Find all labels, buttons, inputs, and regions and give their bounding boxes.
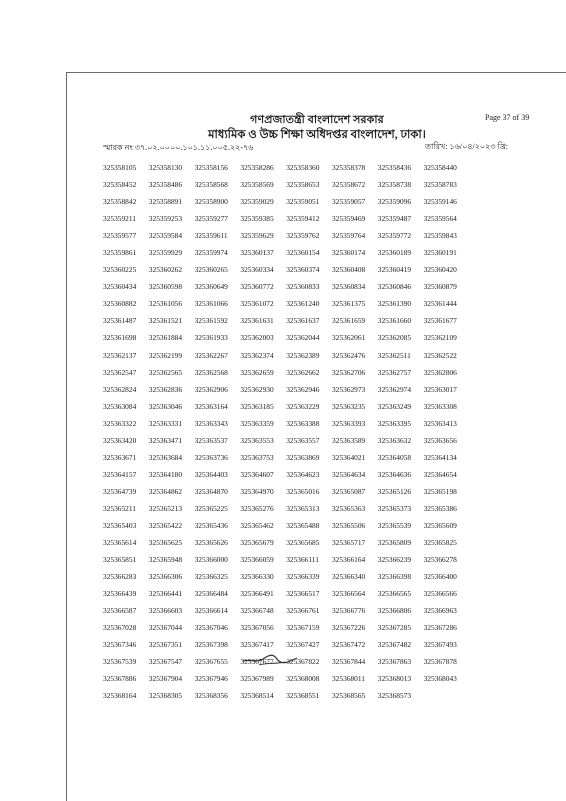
roll-number-cell: 325359412	[286, 214, 320, 224]
roll-number-cell: 325367056	[240, 623, 274, 633]
roll-number-cell: 325360834	[331, 282, 366, 292]
roll-number-cell: 325361521	[148, 316, 183, 326]
roll-number-cell: 325363684	[148, 452, 183, 462]
roll-number-cell: 325358891	[148, 197, 183, 207]
roll-number-cell: 325364134	[423, 452, 457, 462]
roll-number-cell: 325363331	[148, 418, 183, 428]
roll-number-cell: 325364870	[194, 486, 228, 496]
roll-number-cell: 325367351	[148, 640, 183, 650]
roll-number-cell: 325365403	[103, 520, 137, 530]
roll-number-cell: 325362044	[286, 333, 320, 343]
roll-number-cell: 325367677	[240, 657, 274, 667]
roll-number-cell: 325360882	[103, 299, 137, 309]
roll-number-cell: 325358653	[286, 180, 320, 190]
roll-number-cell: 325358105	[103, 163, 137, 172]
roll-number-cell: 325358672	[331, 180, 366, 190]
roll-number-cell: 325366566	[423, 589, 457, 599]
roll-number-cell: 325367226	[331, 623, 366, 633]
document-page	[66, 72, 566, 801]
roll-number-cell: 325366340	[331, 572, 366, 582]
roll-number-cell: 325365488	[286, 520, 320, 530]
roll-number-cell: 325366491	[240, 589, 274, 599]
roll-number-cell: 325364623	[286, 469, 320, 479]
roll-number-cell: 325359051	[286, 197, 320, 207]
roll-number-cell: 325360191	[423, 248, 457, 258]
roll-number-cell: 325364970	[240, 486, 274, 496]
roll-number-cell: 325360434	[103, 282, 137, 292]
roll-number-cell: 325363736	[194, 452, 228, 462]
roll-number-cell: 325367159	[286, 623, 320, 633]
roll-number-cell: 325359929	[148, 248, 183, 258]
roll-number-cell: 325363753	[240, 452, 274, 462]
roll-number-cell: 325365614	[103, 538, 137, 548]
roll-number-cell: 325364607	[240, 469, 274, 479]
roll-number-cell: 325361072	[240, 299, 274, 309]
roll-number-cell: 325363017	[423, 384, 457, 394]
roll-number-cell: 325359253	[148, 214, 183, 224]
roll-number-cell: 325359564	[423, 214, 457, 224]
roll-number-cell: 325366806	[377, 606, 412, 616]
roll-number-cell: 325366239	[377, 555, 412, 565]
roll-number-cell: 325363471	[148, 435, 183, 445]
roll-number-cell: 325362930	[240, 384, 274, 394]
roll-number-cell: 325368565	[331, 691, 366, 701]
roll-number-cell: 325365948	[148, 555, 183, 565]
roll-number-cell: 325367417	[240, 640, 274, 650]
roll-number-cell: 325360419	[377, 265, 412, 275]
roll-number-cell: 325366283	[103, 572, 137, 582]
roll-number-cell: 325367886	[103, 674, 137, 684]
roll-number-cell: 325366398	[377, 572, 412, 582]
roll-number-cell: 325363084	[103, 401, 137, 411]
roll-number-cell: 325361066	[194, 299, 228, 309]
roll-number-cell: 325359057	[331, 197, 366, 207]
roll-number-cell: 325366400	[423, 572, 457, 582]
roll-number-cell: 325366614	[194, 606, 228, 616]
roll-number-cell: 325367346	[103, 640, 137, 650]
roll-number-cell: 325366517	[286, 589, 320, 599]
roll-number-cell: 325360154	[286, 248, 320, 258]
roll-number-cell: 325364403	[194, 469, 228, 479]
roll-number-cell: 325365422	[148, 520, 183, 530]
roll-number-cell: 325358452	[103, 180, 137, 190]
roll-number-cell: 325360225	[103, 265, 137, 275]
roll-number-cell: 325359764	[331, 231, 366, 241]
roll-number-cell: 325360846	[377, 282, 412, 292]
roll-number-cell: 325360265	[194, 265, 228, 275]
roll-number-cell: 325365016	[286, 486, 320, 496]
roll-number-cell: 325363388	[286, 418, 320, 428]
roll-number-cell: 325366441	[148, 589, 183, 599]
roll-number-cell: 325367046	[194, 623, 228, 633]
roll-number-cell: 325366603	[148, 606, 183, 616]
roll-number-cell: 325366564	[331, 589, 366, 599]
roll-number-cell: 325359146	[423, 197, 457, 207]
roll-number-cell: 325362267	[194, 350, 228, 360]
roll-number-cell: 325358378	[331, 163, 366, 172]
roll-number-cell: 325359762	[286, 231, 320, 241]
roll-number-cell: 325365539	[377, 520, 412, 530]
roll-number-cell: 325368551	[286, 691, 320, 701]
roll-number-cell: 325361375	[331, 299, 366, 309]
roll-number-cell: 325361637	[286, 316, 320, 326]
roll-number-cell: 325365213	[148, 503, 183, 513]
date-label: তারিখ:	[425, 142, 448, 151]
roll-number-cell: 325360137	[240, 248, 274, 258]
roll-number-cell: 325362946	[286, 384, 320, 394]
roll-number-cell: 325361677	[423, 316, 457, 326]
roll-number-cell: 325367285	[377, 623, 412, 633]
roll-number-cell: 325362061	[331, 333, 366, 343]
roll-number-cell: 325360879	[423, 282, 457, 292]
roll-number-cell: 325359861	[103, 248, 137, 258]
roll-number-cell: 325358569	[240, 180, 274, 190]
roll-number-cell: 325365276	[240, 503, 274, 513]
roll-number-cell: 325366565	[377, 589, 412, 599]
roll-number-cell: 325367844	[331, 657, 366, 667]
date-value: ১৬/০৪/২০২৩ খ্রি:	[449, 142, 508, 151]
roll-number-cell: 325359584	[148, 231, 183, 241]
roll-number-cell: 325362476	[331, 350, 366, 360]
roll-number-cell: 325364634	[331, 469, 366, 479]
roll-number-cell: 325366748	[240, 606, 274, 616]
roll-number-cell: 325358156	[194, 163, 228, 172]
roll-number-cell: 325361660	[377, 316, 412, 326]
directorate-heading: মাধ্যমিক ও উচ্চ শিক্ষা অধিদপ্তর বাংলাদেশ, ঢাকা।	[208, 129, 426, 141]
roll-number-cell: 325363413	[423, 418, 457, 428]
roll-number-cell: 325365087	[331, 486, 366, 496]
roll-number-cell: 325360334	[240, 265, 274, 275]
roll-number-cell: 325361631	[240, 316, 274, 326]
roll-number-cell: 325367028	[103, 623, 137, 633]
roll-number-cell: 325367863	[377, 657, 412, 667]
roll-number-cell: 325365679	[240, 538, 274, 548]
roll-number-cell: 325362706	[331, 367, 366, 377]
roll-number-cell: 325367547	[148, 657, 183, 667]
roll-number-cell: 325358783	[423, 180, 457, 190]
roll-number-cell: 325363656	[423, 435, 457, 445]
roll-number-cell: 325359487	[377, 214, 412, 224]
roll-number-cell: 325367044	[148, 623, 183, 633]
roll-number-cell: 325362109	[423, 333, 457, 343]
roll-number-cell: 325365717	[331, 538, 366, 548]
roll-number-cell: 325362906	[194, 384, 228, 394]
roll-number-cell: 325364862	[148, 486, 183, 496]
roll-number-cell: 325365313	[286, 503, 320, 513]
roll-number-cell: 325366111	[286, 555, 319, 565]
roll-number-cell: 325360772	[240, 282, 274, 292]
roll-number-cell: 325365685	[286, 538, 320, 548]
roll-number-cell: 325359469	[331, 214, 366, 224]
roll-number-cell: 325363869	[286, 452, 320, 462]
roll-number-cell: 325359577	[103, 231, 137, 241]
roll-number-cell: 325362757	[377, 367, 412, 377]
roll-number-cell: 325367655	[194, 657, 228, 667]
roll-number-cell: 325365626	[194, 538, 228, 548]
roll-number-cell: 325363393	[331, 418, 366, 428]
roll-number-cell: 325363229	[286, 401, 320, 411]
roll-number-cell: 325363164	[194, 401, 228, 411]
roll-number-cell: 325365126	[377, 486, 412, 496]
roll-number-cell: 325364157	[103, 469, 137, 479]
roll-number-cell: 325359629	[240, 231, 274, 241]
govt-heading: গণপ্রজাতন্ত্রী বাংলাদেশ সরকার	[250, 114, 384, 126]
roll-number-cell: 325363589	[331, 435, 366, 445]
roll-number-cell: 325362973	[331, 384, 366, 394]
roll-number-cell: 325358360	[286, 163, 320, 172]
roll-number-cell: 325366761	[286, 606, 320, 616]
roll-number-cell: 325361933	[194, 333, 228, 343]
roll-number-cell: 325366325	[194, 572, 228, 582]
roll-number-cell: 325365851	[103, 555, 137, 565]
roll-number-cell: 325368011	[331, 674, 365, 684]
roll-number-cell: 325358900	[194, 197, 228, 207]
roll-number-cell: 325361240	[286, 299, 320, 309]
roll-number-cell: 325366439	[103, 589, 137, 599]
roll-number-cell: 325365825	[423, 538, 457, 548]
roll-number-cell: 325365609	[423, 520, 457, 530]
signature	[241, 649, 301, 669]
roll-number-cell: 325366278	[423, 555, 457, 565]
roll-number-cell: 325367472	[331, 640, 366, 650]
roll-number-cell: 325363671	[103, 452, 137, 462]
roll-number-cell: 325366330	[240, 572, 274, 582]
date-line	[425, 141, 508, 154]
roll-number-cell: 325358486	[148, 180, 183, 190]
roll-number-cell: 325367493	[423, 640, 457, 650]
roll-number-cell: 325362003	[240, 333, 274, 343]
roll-number-cell: 325362389	[286, 350, 320, 360]
roll-number-cell: 325360374	[286, 265, 320, 275]
roll-number-cell: 325360649	[194, 282, 228, 292]
roll-number-cell: 325363046	[148, 401, 183, 411]
roll-number-cell: 325359611	[194, 231, 228, 241]
roll-number-cell: 325360262	[148, 265, 183, 275]
roll-number-cell: 325359277	[194, 214, 228, 224]
roll-number-cell: 325367989	[240, 674, 274, 684]
roll-number-cell: 325367539	[103, 657, 137, 667]
roll-number-cell: 325367878	[423, 657, 457, 667]
roll-number-cell: 325362547	[103, 367, 137, 377]
roll-number-cell: 325363343	[194, 418, 228, 428]
roll-number-cell: 325363420	[103, 435, 137, 445]
roll-number-cell: 325366306	[148, 572, 183, 582]
roll-number-cell: 325365211	[103, 503, 136, 513]
roll-number-cell: 325366059	[240, 555, 274, 565]
roll-number-cell: 325360598	[148, 282, 183, 292]
roll-number-cell: 325367946	[194, 674, 228, 684]
roll-number-cell: 325363557	[286, 435, 320, 445]
roll-number-cell: 325362199	[148, 350, 183, 360]
roll-number-cell: 325363632	[377, 435, 412, 445]
roll-number-cell: 325359843	[423, 231, 457, 241]
roll-number-cell: 325362085	[377, 333, 412, 343]
roll-number-cell: 325366339	[286, 572, 320, 582]
roll-number-cell: 325365198	[423, 486, 457, 496]
roll-number-cell: 325361659	[331, 316, 366, 326]
roll-number-cell: 325358568	[194, 180, 228, 190]
roll-number-cell: 325358436	[377, 163, 412, 172]
roll-number-cell: 325359096	[377, 197, 412, 207]
roll-number-cell: 325364021	[331, 452, 366, 462]
roll-number-cell: 325358440	[423, 163, 457, 172]
roll-number-cell: 325364636	[377, 469, 412, 479]
roll-number-cell: 325362662	[286, 367, 320, 377]
roll-number-cell: 325363553	[240, 435, 274, 445]
roll-number-cell: 325368008	[286, 674, 320, 684]
roll-number-cell: 325368013	[377, 674, 412, 684]
roll-number-cell: 325367482	[377, 640, 412, 650]
roll-number-cell: 325358738	[377, 180, 412, 190]
roll-number-cell: 325359385	[240, 214, 274, 224]
roll-number-cell: 325367286	[423, 623, 457, 633]
roll-number-cell: 325367904	[148, 674, 183, 684]
roll-number-cell: 325365625	[148, 538, 183, 548]
memo-number: স্মারক নং ৩৭.০২.০০০০.১০১.১১.০০৫.২২-৭৬	[103, 143, 254, 152]
roll-number-cell: 325361592	[194, 316, 228, 326]
roll-number-cell: 325359029	[240, 197, 274, 207]
roll-number-cell: 325362974	[377, 384, 412, 394]
roll-number-cell: 325360408	[331, 265, 366, 275]
roll-number-cell: 325366484	[194, 589, 228, 599]
roll-number-cell: 325362522	[423, 350, 457, 360]
roll-number-cell: 325365363	[331, 503, 366, 513]
roll-number-cell: 325363322	[103, 418, 137, 428]
roll-number-cell: 325366587	[103, 606, 137, 616]
roll-number-cell: 325360833	[286, 282, 320, 292]
roll-number-cell: 325362836	[148, 384, 183, 394]
roll-number-cell: 325365386	[423, 503, 457, 513]
roll-number-cell: 325365373	[377, 503, 412, 513]
roll-number-cell: 325362568	[194, 367, 228, 377]
roll-number-cell: 325365462	[240, 520, 274, 530]
roll-number-cell: 325358286	[240, 163, 274, 172]
roll-number-cell: 325359772	[377, 231, 412, 241]
roll-number-cell: 325360420	[423, 265, 457, 275]
roll-number-cell: 325358842	[103, 197, 137, 207]
roll-number-cell: 325368573	[377, 691, 412, 701]
roll-number-cell: 325360189	[377, 248, 412, 258]
roll-number-cell: 325368043	[423, 674, 457, 684]
roll-number-cell: 325365225	[194, 503, 228, 513]
roll-number-cell: 325368514	[240, 691, 274, 701]
roll-numbers-table	[103, 163, 469, 709]
roll-number-cell: 325364180	[148, 469, 183, 479]
roll-number-cell: 325362659	[240, 367, 274, 377]
roll-number-cell: 325362511	[377, 350, 411, 360]
roll-number-cell: 325364058	[377, 452, 412, 462]
page-number: Page 37 of 39	[485, 113, 530, 122]
roll-number-cell: 325364739	[103, 486, 137, 496]
roll-number-cell: 325367822	[286, 657, 320, 667]
roll-number-cell: 325367427	[286, 640, 320, 650]
roll-number-cell: 325359211	[103, 214, 136, 224]
roll-number-cell: 325361698	[103, 333, 137, 343]
roll-number-cell: 325360174	[331, 248, 366, 258]
roll-number-cell: 325366164	[331, 555, 366, 565]
roll-number-cell: 325363308	[423, 401, 457, 411]
roll-number-cell: 325362824	[103, 384, 137, 394]
roll-number-cell: 325368305	[148, 691, 183, 701]
roll-number-cell: 325363235	[331, 401, 366, 411]
roll-number-cell: 325363537	[194, 435, 228, 445]
roll-number-cell: 325366963	[423, 606, 457, 616]
roll-number-cell: 325361884	[148, 333, 183, 343]
roll-number-cell: 325361487	[103, 316, 137, 326]
roll-number-cell: 325359974	[194, 248, 228, 258]
roll-number-cell: 325364654	[423, 469, 457, 479]
roll-number-cell: 325368164	[103, 691, 137, 701]
roll-number-cell: 325367398	[194, 640, 228, 650]
roll-number-cell: 325361444	[423, 299, 457, 309]
roll-number-cell: 325362565	[148, 367, 183, 377]
roll-number-cell: 325365506	[331, 520, 366, 530]
roll-number-cell: 325366000	[194, 555, 228, 565]
roll-number-cell: 325361056	[148, 299, 183, 309]
roll-number-cell: 325361390	[377, 299, 412, 309]
roll-number-cell: 325362806	[423, 367, 457, 377]
roll-number-cell: 325363359	[240, 418, 274, 428]
roll-number-cell: 325363395	[377, 418, 412, 428]
roll-number-cell: 325368356	[194, 691, 228, 701]
roll-number-cell: 325365809	[377, 538, 412, 548]
roll-number-cell: 325362137	[103, 350, 137, 360]
roll-number-cell: 325366776	[331, 606, 366, 616]
roll-number-cell: 325363185	[240, 401, 274, 411]
roll-number-cell: 325362374	[240, 350, 274, 360]
roll-number-cell: 325363249	[377, 401, 412, 411]
roll-number-cell: 325358130	[148, 163, 183, 172]
roll-number-cell: 325365436	[194, 520, 228, 530]
